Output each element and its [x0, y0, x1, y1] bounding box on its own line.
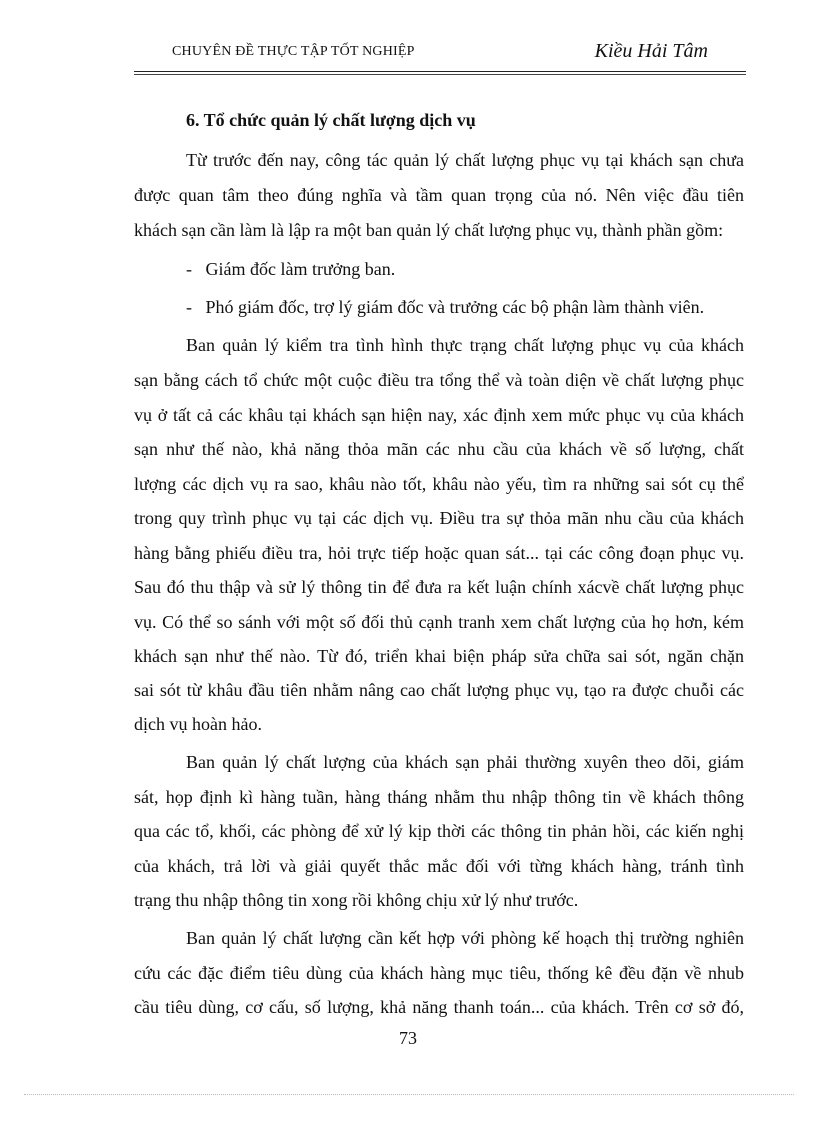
text-line: sạn như thế nào, khả năng thỏa mãn các nhu cầu của khách về số lượng, chất [134, 439, 744, 459]
text-line: sai sót từ khâu đầu tiên nhằm nâng cao chất lượng phục vụ, tạo ra được chuỗi các [134, 680, 744, 700]
text-line: sát, họp định kì hàng tuần, hàng tháng nhằm thu nhập thông tin về khách thông [134, 787, 744, 807]
section-heading: 6. Tổ chức quản lý chất lượng dịch vụ [186, 110, 476, 130]
text-line: Ban quản lý chất lượng cần kết hợp với phòng kế hoạch thị trường nghiên [186, 928, 744, 948]
text-line: được quan tâm theo đúng nghĩa và tầm quan trọng của nó. Nên việc đầu tiên [134, 185, 744, 205]
header-author: Kiều Hải Tâm [594, 40, 708, 62]
text-line: của khách, trả lời và giải quyết thắc mắc đối với từng khách hàng, tránh tình [134, 856, 744, 876]
text-line: cứu các đặc điểm tiêu dùng của khách hàng mục tiêu, thống kê đều đặn về nhub [134, 963, 744, 983]
header-divider [134, 71, 746, 72]
header-title: CHUYÊN ĐỀ THỰC TẬP TỐT NGHIỆP [172, 44, 415, 59]
text-line: qua các tổ, khối, các phòng để xử lý kịp thời các thông tin phản hồi, các kiến nghị [134, 821, 744, 841]
text-line: vụ ở tất cả các khâu tại khách sạn hiện nay, xác định xem mức phục vụ của khách [134, 405, 744, 425]
text-line: trạng thu nhập thông tin xong rồi không chịu xử lý như trước. [134, 890, 579, 910]
text-line: cầu tiêu dùng, cơ cấu, số lượng, khả năng thanh toán... của khách. Trên cơ sở đó, [134, 997, 744, 1017]
page-number: 73 [399, 1028, 417, 1048]
text-line: vụ. Có thể so sánh với một số đối thủ cạnh tranh xem chất lượng của họ hơn, kém [134, 612, 744, 632]
text-line: lượng các dịch vụ ra sao, khâu nào tốt, khâu nào yếu, tìm ra những sai sót cụ thể [134, 474, 744, 494]
page-bottom-divider [24, 1094, 794, 1095]
text-line: sạn bằng cách tổ chức một cuộc điều tra tổng thể và toàn diện về chất lượng phục [134, 370, 744, 390]
text-line: khách sạn cần làm là lập ra một ban quản lý chất lượng phục vụ, thành phần gồm: [134, 220, 724, 240]
text-line: dịch vụ hoàn hảo. [134, 714, 262, 734]
text-line: khách sạn như thế nào. Từ đó, triển khai biện pháp sửa chữa sai sót, ngăn chặn [134, 646, 744, 666]
text-line: Ban quản lý kiểm tra tình hình thực trạng chất lượng phục vụ của khách [186, 335, 744, 355]
text-line: trong quy trình phục vụ tại các dịch vụ. Điều tra sự thỏa mãn nhu cầu của khách [134, 508, 744, 528]
header-divider-thin [134, 74, 746, 75]
text-line: Sau đó thu thập và sử lý thông tin để đưa ra kết luận chính xácvề chất lượng phục [134, 577, 744, 597]
page-header [134, 38, 746, 72]
text-line: Ban quản lý chất lượng của khách sạn phải thường xuyên theo dõi, giám [186, 752, 744, 772]
text-line: Từ trước đến nay, công tác quản lý chất lượng phục vụ tại khách sạn chưa [186, 150, 744, 170]
list-item: - Giám đốc làm trưởng ban. [186, 259, 396, 279]
text-line: hàng bằng phiếu điều tra, hỏi trực tiếp hoặc quan sát... tại các công đoạn phục vụ. [134, 543, 744, 563]
list-item: - Phó giám đốc, trợ lý giám đốc và trưởng các bộ phận làm thành viên. [186, 297, 705, 317]
